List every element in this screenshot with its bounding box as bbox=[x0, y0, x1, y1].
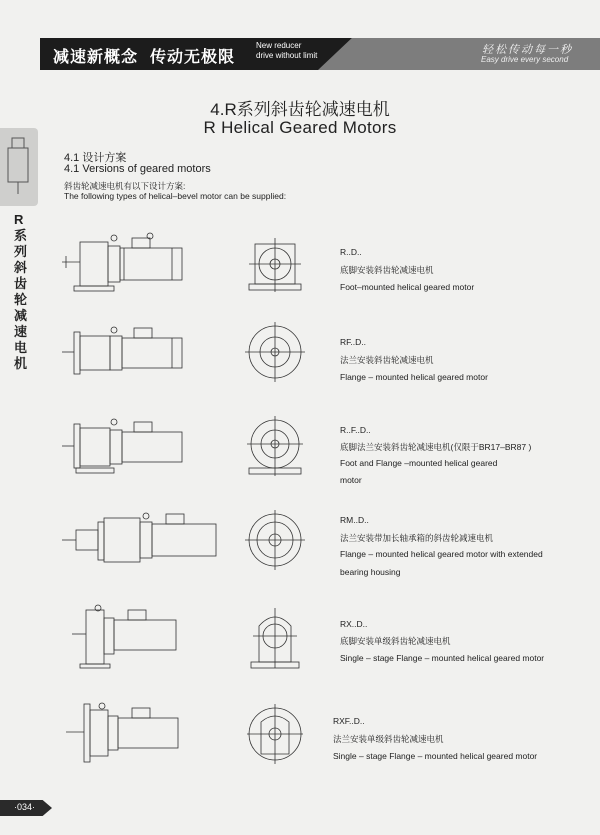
motor-end-drawing-rm bbox=[245, 508, 305, 574]
motor-code-rxf: RXF..D.. bbox=[333, 716, 365, 726]
intro-text-en: The following types of helical–bevel motor can be supplied: bbox=[64, 191, 287, 201]
motor-code-rfoot: R..F..D.. bbox=[340, 425, 371, 435]
page-title-cn: 4.R系列斜齿轮减速电机 bbox=[210, 100, 390, 119]
motor-end-drawing-rf bbox=[245, 322, 305, 384]
header-slogan-mid: 传动无极限 bbox=[150, 49, 236, 66]
motor-code-rm: RM..D.. bbox=[340, 515, 369, 525]
page-number: ·034· bbox=[14, 802, 36, 812]
motor-desc-en-rfoot-1: Foot and Flange –mounted helical geared bbox=[340, 458, 498, 468]
motor-desc-cn-rx: 底脚安装单级斜齿轮减速电机 bbox=[340, 636, 451, 646]
motor-desc-en-r: Foot–mounted helical geared motor bbox=[340, 282, 475, 292]
motor-desc-cn-rfoot: 底脚法兰安装斜齿轮减速电机(仅限于BR17–BR87 ) bbox=[340, 442, 532, 452]
motor-end-drawing-r bbox=[245, 232, 305, 294]
section-heading-cn: 4.1 设计方案 bbox=[64, 152, 127, 164]
motor-desc-cn-rxf: 法兰安装单级斜齿轮减速电机 bbox=[333, 734, 444, 744]
motor-desc-en-rf: Flange – mounted helical geared motor bbox=[340, 372, 488, 382]
motor-side-drawing-rxf bbox=[62, 700, 192, 766]
motor-desc-cn-rm: 法兰安装带加长轴承箱的斜齿轮减速电机 bbox=[340, 533, 494, 543]
section-heading-en: 4.1 Versions of geared motors bbox=[64, 163, 211, 175]
motor-end-drawing-rx bbox=[245, 604, 305, 670]
side-tab-thumbnail bbox=[0, 128, 38, 206]
motor-side-drawing-rx bbox=[62, 604, 192, 670]
motor-desc-cn-rf: 法兰安装斜齿轮减速电机 bbox=[340, 355, 434, 365]
motor-desc-en-rfoot-2: motor bbox=[340, 475, 362, 485]
motor-side-drawing-r bbox=[62, 232, 192, 294]
motor-desc-cn-r: 底脚安装斜齿轮减速电机 bbox=[340, 265, 434, 275]
motor-desc-en-rm-2: bearing housing bbox=[340, 567, 401, 577]
header-slogan-left: 减速新概念 bbox=[53, 49, 139, 66]
motor-desc-en-rm-1: Flange – mounted helical geared motor with extended bbox=[340, 549, 543, 559]
motor-side-drawing-rfoot bbox=[62, 414, 192, 480]
header-right-slogan-en: Easy drive every second bbox=[481, 55, 569, 64]
intro-text-cn: 斜齿轮减速电机有以下设计方案: bbox=[64, 181, 186, 191]
motor-code-rx: RX..D.. bbox=[340, 619, 368, 629]
motor-desc-en-rx: Single – stage Flange – mounted helical geared motor bbox=[340, 653, 545, 663]
motor-side-drawing-rf bbox=[62, 322, 192, 384]
motor-code-rf: RF..D.. bbox=[340, 337, 366, 347]
motor-desc-en-rxf: Single – stage Flange – mounted helical geared motor bbox=[333, 751, 538, 761]
side-tab-label: R系列斜齿轮减速电机 bbox=[14, 212, 28, 371]
motor-code-r: R..D.. bbox=[340, 247, 362, 257]
header-right-slogan: 轻松传动每一秒 bbox=[482, 43, 573, 56]
motor-end-drawing-rxf bbox=[245, 700, 305, 766]
page-title-en: R Helical Geared Motors bbox=[203, 118, 397, 137]
motor-side-drawing-rm bbox=[62, 508, 232, 574]
motor-end-drawing-rfoot bbox=[245, 414, 305, 480]
header-slogan-en-line1: New reducer bbox=[256, 41, 302, 50]
header-slogan-en-line2: drive without limit bbox=[256, 51, 318, 60]
side-tab-motor-icon bbox=[0, 128, 38, 206]
